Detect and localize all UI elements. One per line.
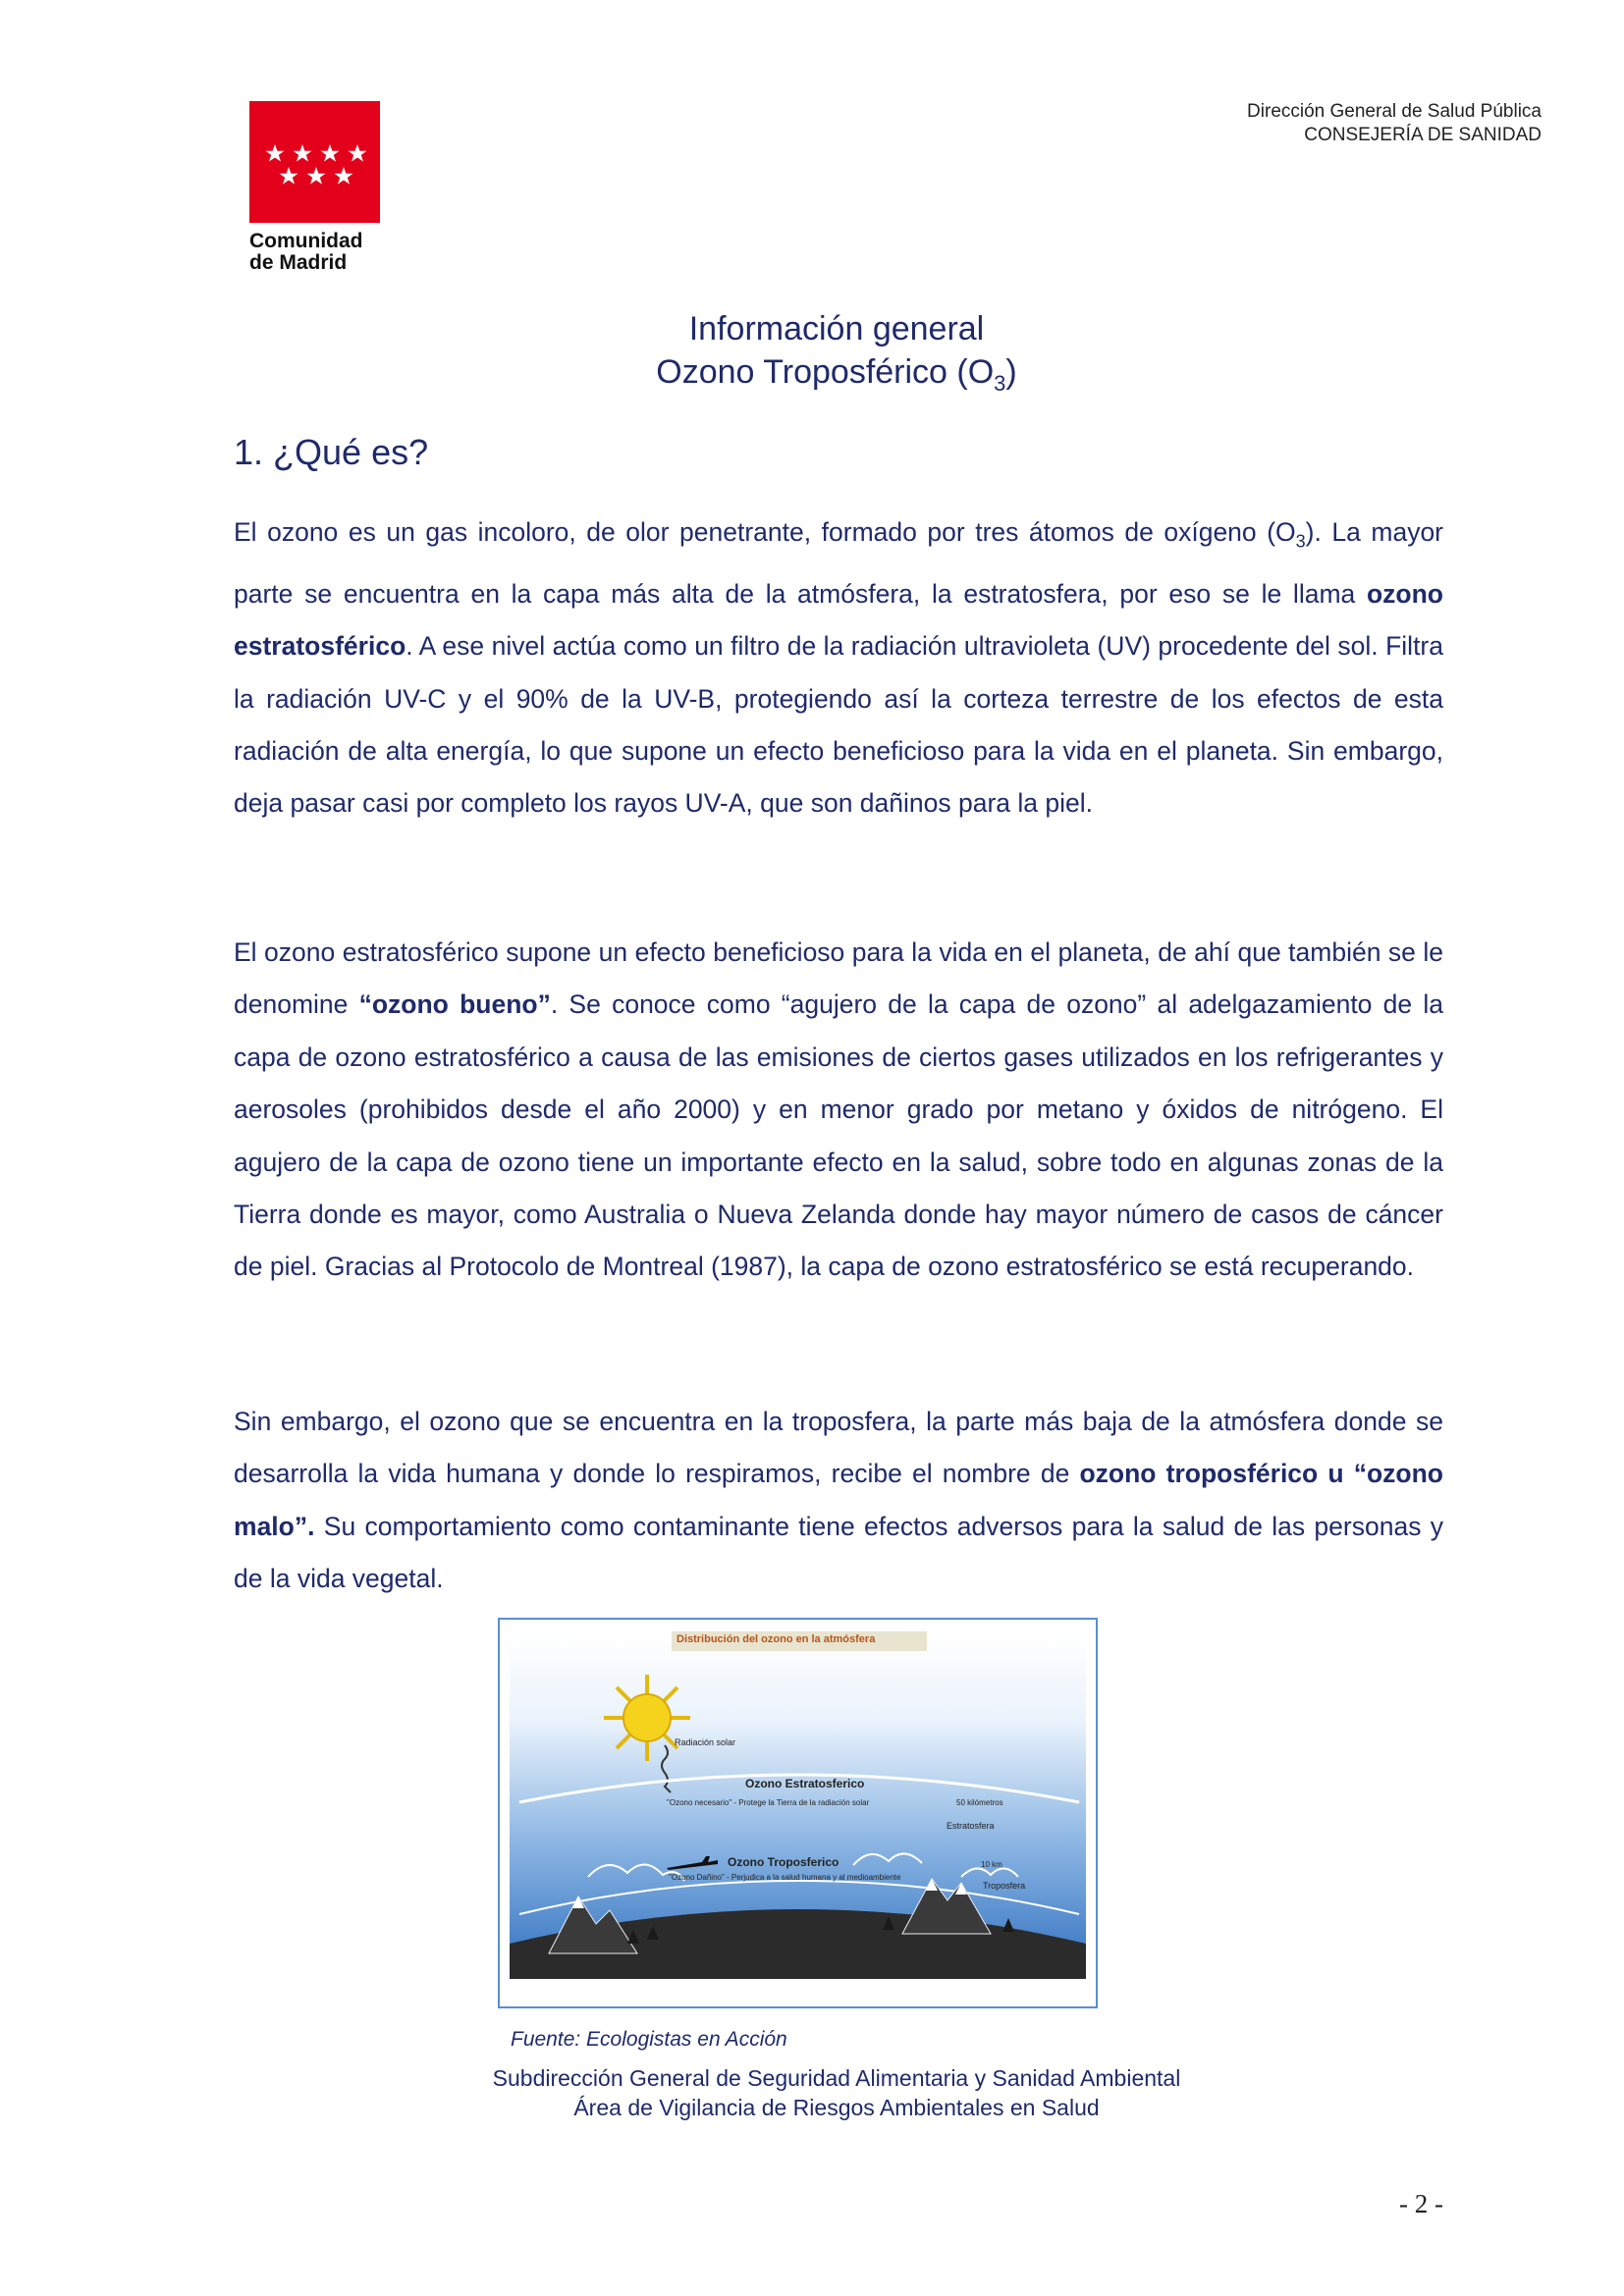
title-subscript: 3 [994,370,1006,396]
p2-bold: “ozono bueno” [358,989,551,1020]
page-number: - 2 - [1399,2189,1443,2218]
p2-text-1: El ozono estratosférico supone un efecto beneficioso para la vida en el planeta, de ahí que también se le denomine [234,937,1443,1020]
p1-bold: ozono estratosférico [234,578,1443,662]
label-troposfera: Troposfera [983,1881,1026,1891]
p3-text-1: Sin embargo, el ozono que se encuentra en la troposfera, la parte más baja de la atmósfera donde se desarrolla la vida humana y donde lo respiramos, recibe el nombre de [234,1407,1443,1489]
paragraph-1 [234,507,1443,830]
sun-icon [604,1675,690,1761]
logo-flag [249,101,380,223]
label-radiacion-solar: Radiación solar [675,1737,736,1747]
document-title [0,307,1624,405]
figure-illustration [500,1620,1096,2006]
section-heading: 1. ¿Qué es? [234,432,429,472]
label-50-km: 50 kilómetros [956,1798,1003,1807]
label-ozono-danino: "Ozono Dañino" - Perjudica a la salud humana y al medioambiente [669,1873,901,1882]
title-line-1: Información general [688,310,985,347]
comunidad-madrid-logo [249,101,380,274]
title-end: ) [1005,353,1017,391]
paragraph-3 [234,1396,1443,1606]
p2-text-2: . Se conoce como “agujero de la capa de ozono” al adelgazamiento de la capa de ozono estratosférico a causa de las emisiones de ciertos gases utilizados en los refrigerantes y aerosoles (prohibidos desde el año 2000) y en menor grado por metano y óxidos de nitrógeno. El agujero de la capa de ozono tiene un importante efecto en la salud, sobre todo en algunas zonas de la Tierra donde es mayor, como Australia o Nueva Zelanda donde hay mayor número de casos de cáncer de piel. Gracias al Protocolo de Montreal (1987), la capa de ozono estratosférico se está recuperando. [234,989,1443,1282]
figure-caption: Fuente: Ecologistas en Acción [511,2028,787,2051]
p3-text-2: Su comportamiento como contaminante tiene efectos adversos para la salud de las personas y de la vida vegetal. [234,1511,1443,1594]
header-line-1: Dirección General de Salud Pública [1247,101,1542,122]
logo-line-2: de Madrid [249,251,348,274]
title-main: Ozono Troposférico (O [656,353,995,391]
paragraph-2 [234,927,1443,1294]
label-estratosfera: Estratosfera [947,1821,995,1831]
p1-subscript: 3 [1295,531,1306,552]
label-ozono-necesario: "Ozono necesario" - Protege la Tierra de la radiación solar [667,1798,870,1807]
p1-text-2: ). La mayor parte se encuentra en la capa más alta de la atmósfera, la estratosfera, por eso se le llama [234,517,1444,609]
p1-text-1: El ozono es un gas incoloro, de olor penetrante, formado por tres átomos de oxígeno (O [234,517,1296,547]
header-line-2: CONSEJERÍA DE SANIDAD [1304,125,1542,145]
logo-stars-icon [249,101,380,223]
footer-line-2: Área de Vigilancia de Riesgos Ambientales en Salud [573,2095,1100,2120]
label-ozono-troposferico: Ozono Troposferico [728,1855,839,1869]
label-ozono-estratosferico: Ozono Estratosferico [745,1777,865,1790]
label-10-km: 10 km [981,1860,1002,1869]
title-line-2 [0,350,1624,405]
p1-text-3: . A ese nivel actúa como un filtro de la radiación ultravioleta (UV) procedente del sol. Filtra la radiación UV-C y el 90% de la UV-B, protegiendo así la corteza terrestre de los efectos de esta radiación de alta energía, lo que supone un efecto beneficioso para la vida en el planeta. Sin embargo, deja pasar casi por completo los rayos UV-A, que son dañinos para la piel. [234,631,1443,819]
page-footer [0,2063,1624,2122]
logo-text [249,231,380,274]
p3-bold: ozono troposférico u “ozono malo”. [234,1459,1443,1541]
header-organization [1247,100,1542,147]
figure-title: Distribución del ozono en la atmósfera [677,1633,876,1645]
logo-line-1: Comunidad [249,230,363,252]
footer-line-1: Subdirección General de Seguridad Alimentaria y Sanidad Ambiental [492,2065,1181,2091]
ozone-atmosphere-figure [498,1618,1098,2008]
